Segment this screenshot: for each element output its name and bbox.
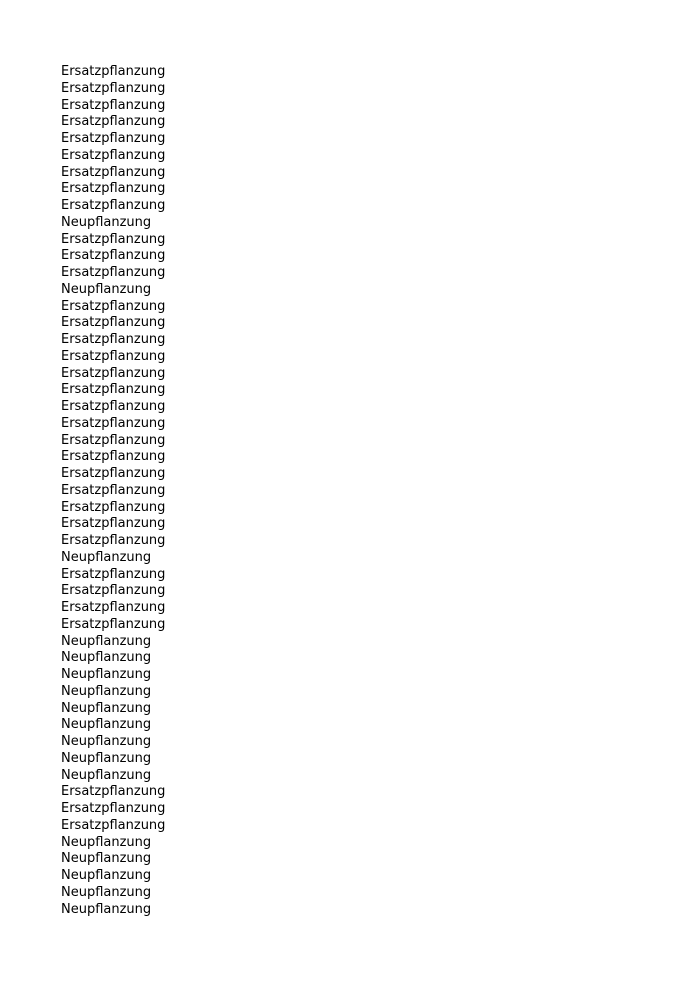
list-item: Neupflanzung [61, 281, 152, 297]
list-item: Neupflanzung [61, 901, 152, 917]
list-item: Ersatzpflanzung [61, 80, 166, 96]
list-item: Neupflanzung [61, 851, 152, 867]
list-item: Ersatzpflanzung [61, 315, 166, 331]
list-item: Neupflanzung [61, 834, 152, 850]
list-item: Ersatzpflanzung [61, 817, 166, 833]
list-item: Neupflanzung [61, 633, 152, 649]
list-item: Ersatzpflanzung [61, 181, 166, 197]
list-item: Ersatzpflanzung [61, 499, 166, 515]
planting-type-list [61, 64, 165, 918]
list-item: Neupflanzung [61, 700, 152, 716]
list-item: Ersatzpflanzung [61, 600, 166, 615]
list-item: Ersatzpflanzung [61, 382, 166, 398]
list-item: Neupflanzung [61, 650, 152, 666]
list-item: Ersatzpflanzung [61, 147, 166, 163]
list-item: Neupflanzung [61, 667, 152, 682]
list-item: Neupflanzung [61, 214, 152, 230]
list-item: Ersatzpflanzung [61, 415, 166, 431]
list-item: Ersatzpflanzung [61, 583, 166, 599]
list-item: Ersatzpflanzung [61, 114, 166, 130]
list-item: Ersatzpflanzung [61, 801, 166, 816]
list-item: Ersatzpflanzung [61, 131, 166, 146]
list-item: Ersatzpflanzung [61, 97, 166, 113]
list-item: Ersatzpflanzung [61, 265, 166, 280]
list-item: Neupflanzung [61, 767, 152, 783]
list-item: Ersatzpflanzung [61, 616, 166, 632]
list-item: Ersatzpflanzung [61, 365, 166, 381]
list-item: Ersatzpflanzung [61, 348, 166, 364]
list-item: Neupflanzung [61, 750, 152, 766]
list-item: Neupflanzung [61, 683, 152, 699]
list-item: Ersatzpflanzung [61, 482, 166, 498]
list-item: Ersatzpflanzung [61, 784, 166, 800]
list-item: Ersatzpflanzung [61, 198, 166, 213]
list-item: Ersatzpflanzung [61, 533, 166, 548]
list-item: Ersatzpflanzung [61, 231, 166, 247]
list-item: Ersatzpflanzung [61, 298, 166, 314]
list-item: Ersatzpflanzung [61, 399, 166, 414]
list-item: Neupflanzung [61, 734, 152, 749]
list-item: Ersatzpflanzung [61, 449, 166, 465]
list-item: Ersatzpflanzung [61, 466, 166, 481]
list-item: Neupflanzung [61, 884, 152, 900]
list-item: Ersatzpflanzung [61, 516, 166, 532]
list-item: Ersatzpflanzung [61, 64, 166, 79]
list-item: Ersatzpflanzung [61, 332, 166, 347]
list-item: Ersatzpflanzung [61, 432, 166, 448]
list-item: Neupflanzung [61, 868, 152, 883]
list-item: Ersatzpflanzung [61, 164, 166, 180]
list-item: Neupflanzung [61, 549, 152, 565]
list-item: Ersatzpflanzung [61, 566, 166, 582]
list-item: Neupflanzung [61, 717, 152, 733]
list-item: Ersatzpflanzung [61, 248, 166, 264]
